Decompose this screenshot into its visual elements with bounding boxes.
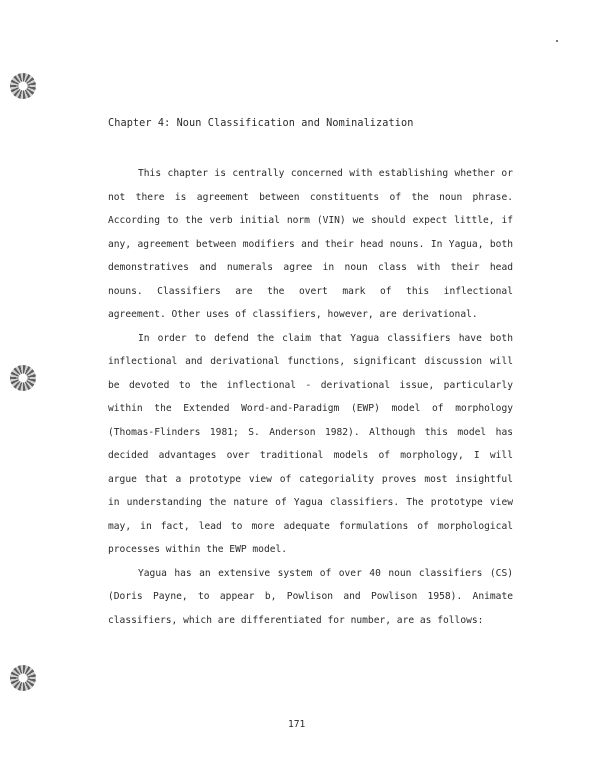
text-line: inflectional and derivational functions, significant discussion will	[108, 356, 513, 367]
text-line: nouns. Classifiers are the overt mark of this inflectional	[108, 285, 513, 297]
text-line: be devoted to the inflectional - derivational issue, particularly	[108, 379, 513, 391]
text-line: within the Extended Word-and-Paradigm (EWP) model of morphology	[108, 403, 513, 414]
text-line: argue that a prototype view of categoriality proves most insightful	[108, 473, 513, 485]
text-line: agreement. Other uses of classifiers, however, are derivational.	[108, 309, 478, 320]
punch-hole-bottom	[10, 665, 36, 691]
text-line: This chapter is centrally concerned with establishing whether or	[138, 168, 513, 179]
page-number: 171	[288, 719, 306, 730]
text-line: In order to defend the claim that Yagua classifiers have both	[138, 332, 513, 344]
text-line: processes within the EWP model.	[108, 544, 288, 555]
text-line: not there is agreement between constituents of the noun phrase.	[108, 191, 513, 203]
text-line: in understanding the nature of Yagua classifiers. The prototype view	[108, 497, 513, 508]
text-line: classifiers, which are differentiated for number, are as follows:	[108, 614, 484, 626]
text-line: (Doris Payne, to appear b, Powlison and Powlison 1958). Animate	[108, 591, 513, 602]
text-line: According to the verb initial norm (VIN) we should expect little, if	[108, 215, 513, 226]
text-line: may, in fact, lead to more adequate formulations of morphological	[108, 520, 513, 532]
scan-speck	[556, 40, 558, 42]
punch-hole-top	[10, 73, 36, 99]
chapter-heading: Chapter 4: Noun Classification and Nominalization	[108, 118, 414, 129]
text-line: Yagua has an extensive system of over 40 noun classifiers (CS)	[138, 567, 513, 579]
text-line: decided advantages over traditional models of morphology, I will	[108, 450, 513, 461]
text-line: demonstratives and numerals agree in noun class with their head	[108, 262, 513, 273]
text-line: any, agreement between modifiers and their head nouns. In Yagua, both	[108, 238, 513, 250]
punch-hole-middle	[10, 365, 36, 391]
text-line: (Thomas-Flinders 1981; S. Anderson 1982). Although this model has	[108, 426, 513, 438]
body-text	[108, 162, 513, 632]
